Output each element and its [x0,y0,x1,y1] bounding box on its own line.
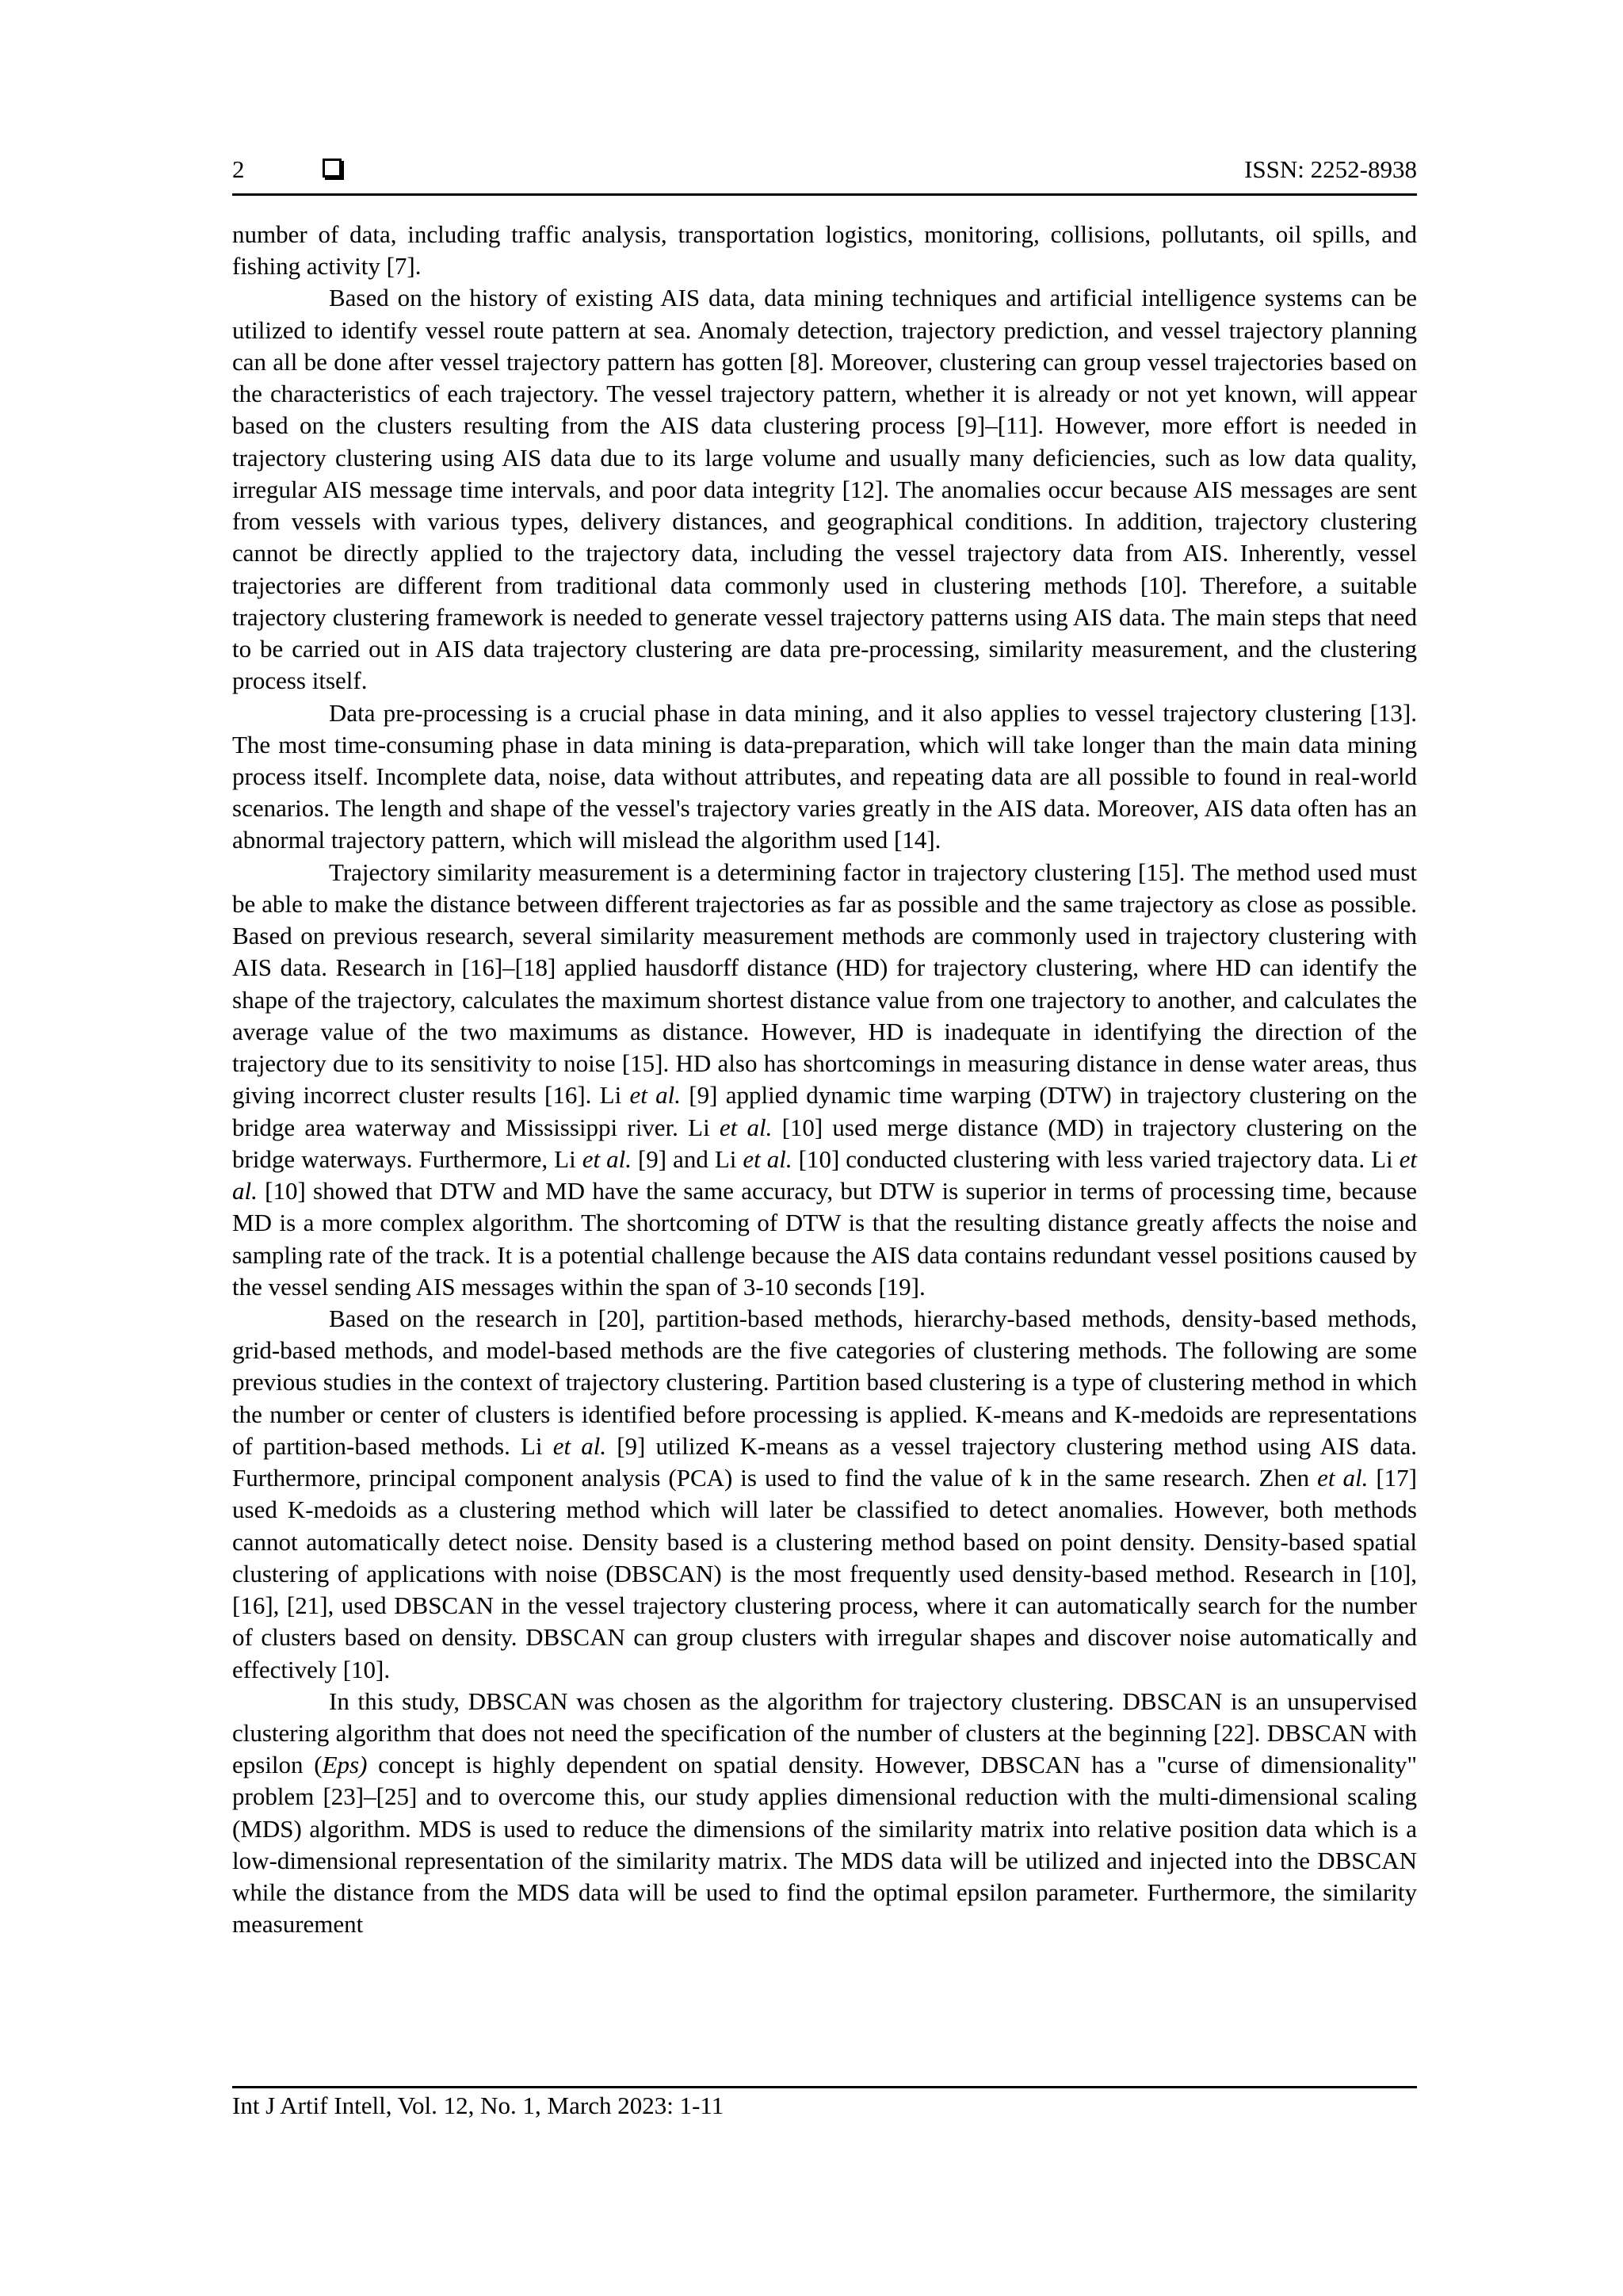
paragraph-text: [9] applied dynamic time warping (DTW) in trajectory clustering on the bridge area waterway and Mississippi river. Li [232,1081,1417,1141]
italic-text: Eps) [322,1751,368,1779]
italic-text: et al. [719,1113,773,1141]
paragraph-text: [9] utilized K-means as a vessel trajectory clustering method using AIS data. Furthermore, principal component analysis (PCA) is used to find the value of k in the same research. Zhen [232,1431,1417,1492]
italic-text: et al. [232,1144,1417,1205]
paragraph-text: Trajectory similarity measurement is a determining factor in trajectory clustering [15]. The method used must be able to make the distance between different trajectories as far as possible and the same trajectory as close as possible. Based on previous research, several similarity measurement methods are commonly used in trajectory clustering with AIS data. Research in [16]–[18] applied hausdorff distance (HD) for trajectory clustering, where HD can identify the shape of the trajectory, calculates the maximum shortest distance value from one trajectory to another, and calculates the average value of the two maximums as distance. However, HD is inadequate in identifying the direction of the trajectory due to its sensitivity to noise [15]. HD also has shortcomings in measuring distance in dense water areas, thus giving incorrect cluster results [16]. Li [232,858,1417,1110]
italic-text: et al. [629,1081,682,1110]
page-header [232,155,1417,196]
body-paragraph [232,282,1417,697]
checkbox-icon [323,159,342,178]
paragraph-text: concept is highly dependent on spatial density. However, DBSCAN has a "curse of dimensionality" problem [23]–[25] and to overcome this, our study applies dimensional reduction with the multi-dimensional scaling (MDS) algorithm. MDS is used to reduce the dimensions of the similarity matrix into relative position data which is a low-dimensional representation of the similarity matrix. The MDS data will be utilized and injected into the DBSCAN while the distance from the MDS data will be used to find the optimal epsilon parameter. Furthermore, the similarity measurement [232,1751,1418,1939]
article-body [232,219,1417,1941]
paragraph-text: Based on the research in [20], partition-based methods, hierarchy-based methods, density-based methods, grid-based methods, and model-based methods are the five categories of clustering methods. The following are some previous studies in the context of trajectory clustering. Partition based clustering is a type of clustering method in which the number or center of clusters is identified before processing is applied. K-means and K-medoids are representations of partition-based methods. Li [232,1304,1417,1460]
journal-issn: ISSN: 2252-8938 [1244,155,1417,183]
paragraph-text: Based on the history of existing AIS data, data mining techniques and artificial intelligence systems can be utilized to identify vessel route pattern at sea. Anomaly detection, trajectory prediction, and vessel trajectory planning can all be done after vessel trajectory pattern has gotten [8]. Moreover, clustering can group vessel trajectories based on the characteristics of each trajectory. The vessel trajectory pattern, whether it is already or not yet known, will appear based on the clusters resulting from the AIS data clustering process [9]–[11]. However, more effort is needed in trajectory clustering using AIS data due to its large volume and usually many deficiencies, such as low data quality, irregular AIS message time intervals, and poor data integrity [12]. The anomalies occur because AIS messages are sent from vessels with various types, delivery distances, and geographical conditions. In addition, trajectory clustering cannot be directly applied to the trajectory data, including the vessel trajectory data from AIS. Inherently, vessel trajectories are different from traditional data commonly used in clustering methods [10]. Therefore, a suitable trajectory clustering framework is needed to generate vessel trajectory patterns using AIS data. The main steps that need to be carried out in AIS data trajectory clustering are data pre-processing, similarity measurement, and the clustering process itself. [232,284,1417,695]
paragraph-text: In this study, DBSCAN was chosen as the algorithm for trajectory clustering. DBSCAN is an unsupervised clustering algorithm that does not need the specification of the number of clusters at the beginning [22]. DBSCAN with epsilon ( [232,1687,1417,1779]
paragraph-text: Data pre-processing is a crucial phase in data mining, and it also applies to vessel trajectory clustering [13]. The most time-consuming phase in data mining is data-preparation, which will take longer than the main data mining process itself. Incomplete data, noise, data without attributes, and repeating data are all possible to found in real-world scenarios. The length and shape of the vessel's trajectory varies greatly in the AIS data. Moreover, AIS data often has an abnormal trajectory pattern, which will mislead the algorithm used [14]. [232,698,1417,854]
page-number: 2 [232,155,245,183]
paragraph-text: [10] conducted clustering with less varied trajectory data. Li [792,1144,1400,1173]
body-paragraph [232,1686,1417,1941]
paragraph-text: [10] showed that DTW and MD have the same accuracy, but DTW is superior in terms of processing time, because MD is a more complex algorithm. The shortcoming of DTW is that the resulting distance greatly affects the noise and sampling rate of the track. It is a potential challenge because the AIS data contains redundant vessel positions caused by the vessel sending AIS messages within the span of 3-10 seconds [19]. [232,1177,1417,1301]
page-footer [232,2086,1417,2120]
paragraph-text: [17] used K-medoids as a clustering method which will later be classified to detect anomalies. However, both methods cannot automatically detect noise. Density based is a clustering method based on point density. Density-based spatial clustering of applications with noise (DBSCAN) is the most frequently used density-based method. Research in [10], [16], [21], used DBSCAN in the vessel trajectory clustering process, where it can automatically search for the number of clusters based on density. DBSCAN can group clusters with irregular shapes and discover noise automatically and effectively [10]. [232,1464,1417,1683]
paragraph-text: number of data, including traffic analysis, transportation logistics, monitoring, collisions, pollutants, oil spills, and fishing activity [7]. [232,220,1417,281]
italic-text: et al. [582,1144,632,1173]
paragraph-text: [10] used merge distance (MD) in trajectory clustering on the bridge waterways. Furthermore, Li [232,1113,1417,1173]
body-paragraph [232,697,1417,857]
journal-citation: Int J Artif Intell, Vol. 12, No. 1, March 2023: 1-11 [232,2092,724,2119]
italic-text: et al. [743,1144,792,1173]
body-paragraph [232,1303,1417,1686]
italic-text: et al. [552,1431,607,1460]
paragraph-text: [9] and Li [631,1144,743,1173]
body-paragraph [232,857,1417,1303]
italic-text: et al. [1317,1464,1369,1492]
body-paragraph [232,219,1417,282]
